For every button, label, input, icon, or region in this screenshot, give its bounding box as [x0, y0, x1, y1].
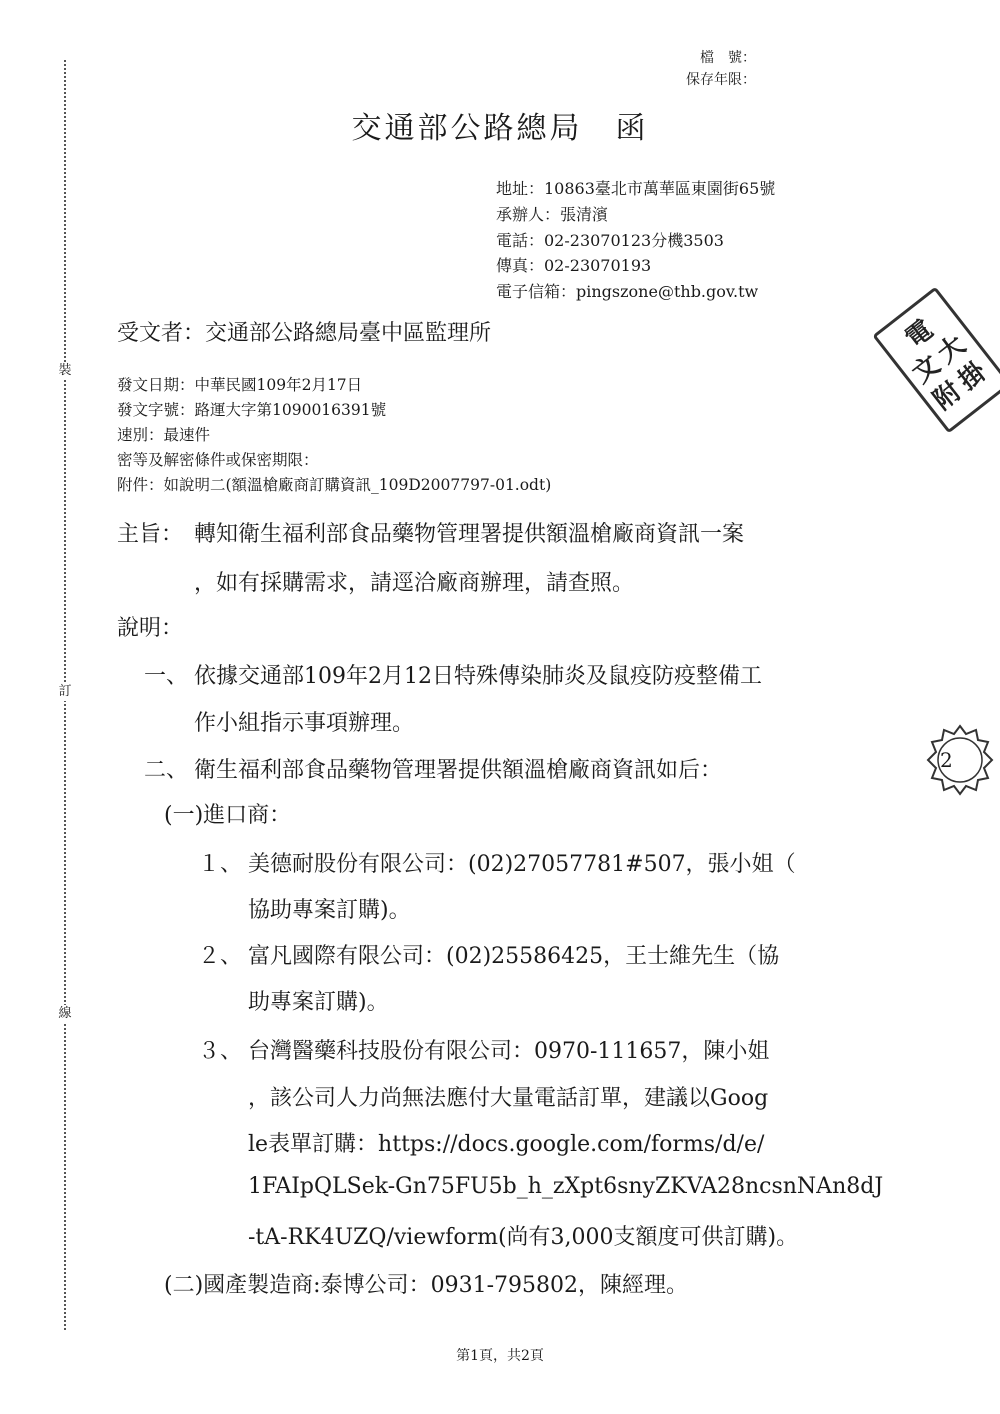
- stamp-char: 大: [932, 329, 972, 370]
- page-seal-icon: [920, 720, 1000, 800]
- binding-mark-line: 線: [56, 1005, 74, 1023]
- vendor-2-line-2: 助專案訂購)。: [248, 990, 389, 1015]
- subject-line-1: 轉知衛生福利部食品藥物管理署提供額溫槍廠商資訊一案: [194, 522, 745, 547]
- domestic-manufacturer: (二)國產製造商:泰博公司：0931-795802，陳經理。: [164, 1273, 688, 1298]
- item-1-number: 一、: [144, 664, 189, 689]
- vendor-1-line-1: 美德耐股份有限公司：(02)27057781#507，張小姐（: [248, 852, 796, 877]
- item-2-line-1: 衛生福利部食品藥物管理署提供額溫槍廠商資訊如后：: [194, 758, 723, 783]
- secrecy-level: 密等及解密條件或保密期限：: [117, 451, 319, 469]
- vendor-2-number: ２、: [198, 944, 243, 969]
- explanation-label: 說明：: [117, 616, 184, 641]
- contact-phone: 電話：02-23070123分機3503: [496, 231, 724, 250]
- file-number-label: 檔 號：: [700, 50, 756, 66]
- binding-mark-staple: 訂: [56, 683, 74, 701]
- vendor-3-line-4: 1FAIpQLSek-Gn75FU5b_h_zXpt6snyZKVA28ncsnNAn8dJ: [248, 1174, 884, 1199]
- seal-page-number: 2: [940, 748, 953, 772]
- vendor-3-line-1: 台灣醫藥科技股份有限公司：0970-111657，陳小姐: [248, 1039, 770, 1064]
- vendor-3-number: ３、: [198, 1039, 243, 1064]
- vendor-3-line-5: -tA-RK4UZQ/viewform(尚有3,000支額度可供訂購)。: [248, 1225, 799, 1250]
- page-footer: 第1頁，共2頁: [456, 1348, 544, 1364]
- stamp-char: 附: [928, 376, 968, 417]
- speed-class: 速別：最速件: [117, 426, 211, 444]
- stamp-char: 掛: [953, 356, 993, 397]
- document-stamp: [872, 287, 1000, 434]
- importers-label: (一)進口商：: [164, 803, 292, 828]
- contact-fax: 傳真：02-23070193: [496, 256, 652, 275]
- document-title: 交通部公路總局 函: [351, 111, 649, 146]
- stamp-char: 文: [907, 349, 947, 390]
- retention-label: 保存年限：: [686, 72, 756, 88]
- issue-date: 發文日期：中華民國109年2月17日: [117, 376, 363, 394]
- item-1-line-1: 依據交通部109年2月12日特殊傳染肺炎及鼠疫防疫整備工: [194, 664, 762, 689]
- recipient: 受文者：交通部公路總局臺中區監理所: [117, 321, 492, 346]
- vendor-1-line-2: 協助專案訂購)。: [248, 898, 411, 923]
- vendor-3-line-3: le表單訂購：https://docs.google.com/forms/d/e/: [248, 1132, 765, 1157]
- contact-email: 電子信箱：pingszone@thb.gov.tw: [496, 282, 759, 301]
- vendor-2-line-1: 富凡國際有限公司：(02)25586425，王士維先生（協: [248, 944, 780, 969]
- binding-mark-bind: 裝: [56, 362, 74, 380]
- contact-handler: 承辦人：張清濱: [496, 205, 609, 224]
- vendor-3-line-2: ，該公司人力尚無法應付大量電話訂單，建議以Goog: [248, 1086, 769, 1111]
- item-2-number: 二、: [144, 758, 189, 783]
- stamp-char: 電: [900, 314, 939, 355]
- subject-line-2: ，如有採購需求，請逕洽廠商辦理，請查照。: [194, 571, 635, 596]
- issue-number: 發文字號：路運大字第1090016391號: [117, 401, 387, 419]
- vendor-1-number: １、: [198, 852, 243, 877]
- subject-label: 主旨：: [117, 522, 184, 547]
- contact-address: 地址：10863臺北市萬華區東園街65號: [496, 179, 776, 198]
- item-1-line-2: 作小組指示事項辦理。: [194, 711, 415, 736]
- attachment: 附件：如說明二(額溫槍廠商訂購資訊_109D2007797-01.odt): [117, 476, 552, 494]
